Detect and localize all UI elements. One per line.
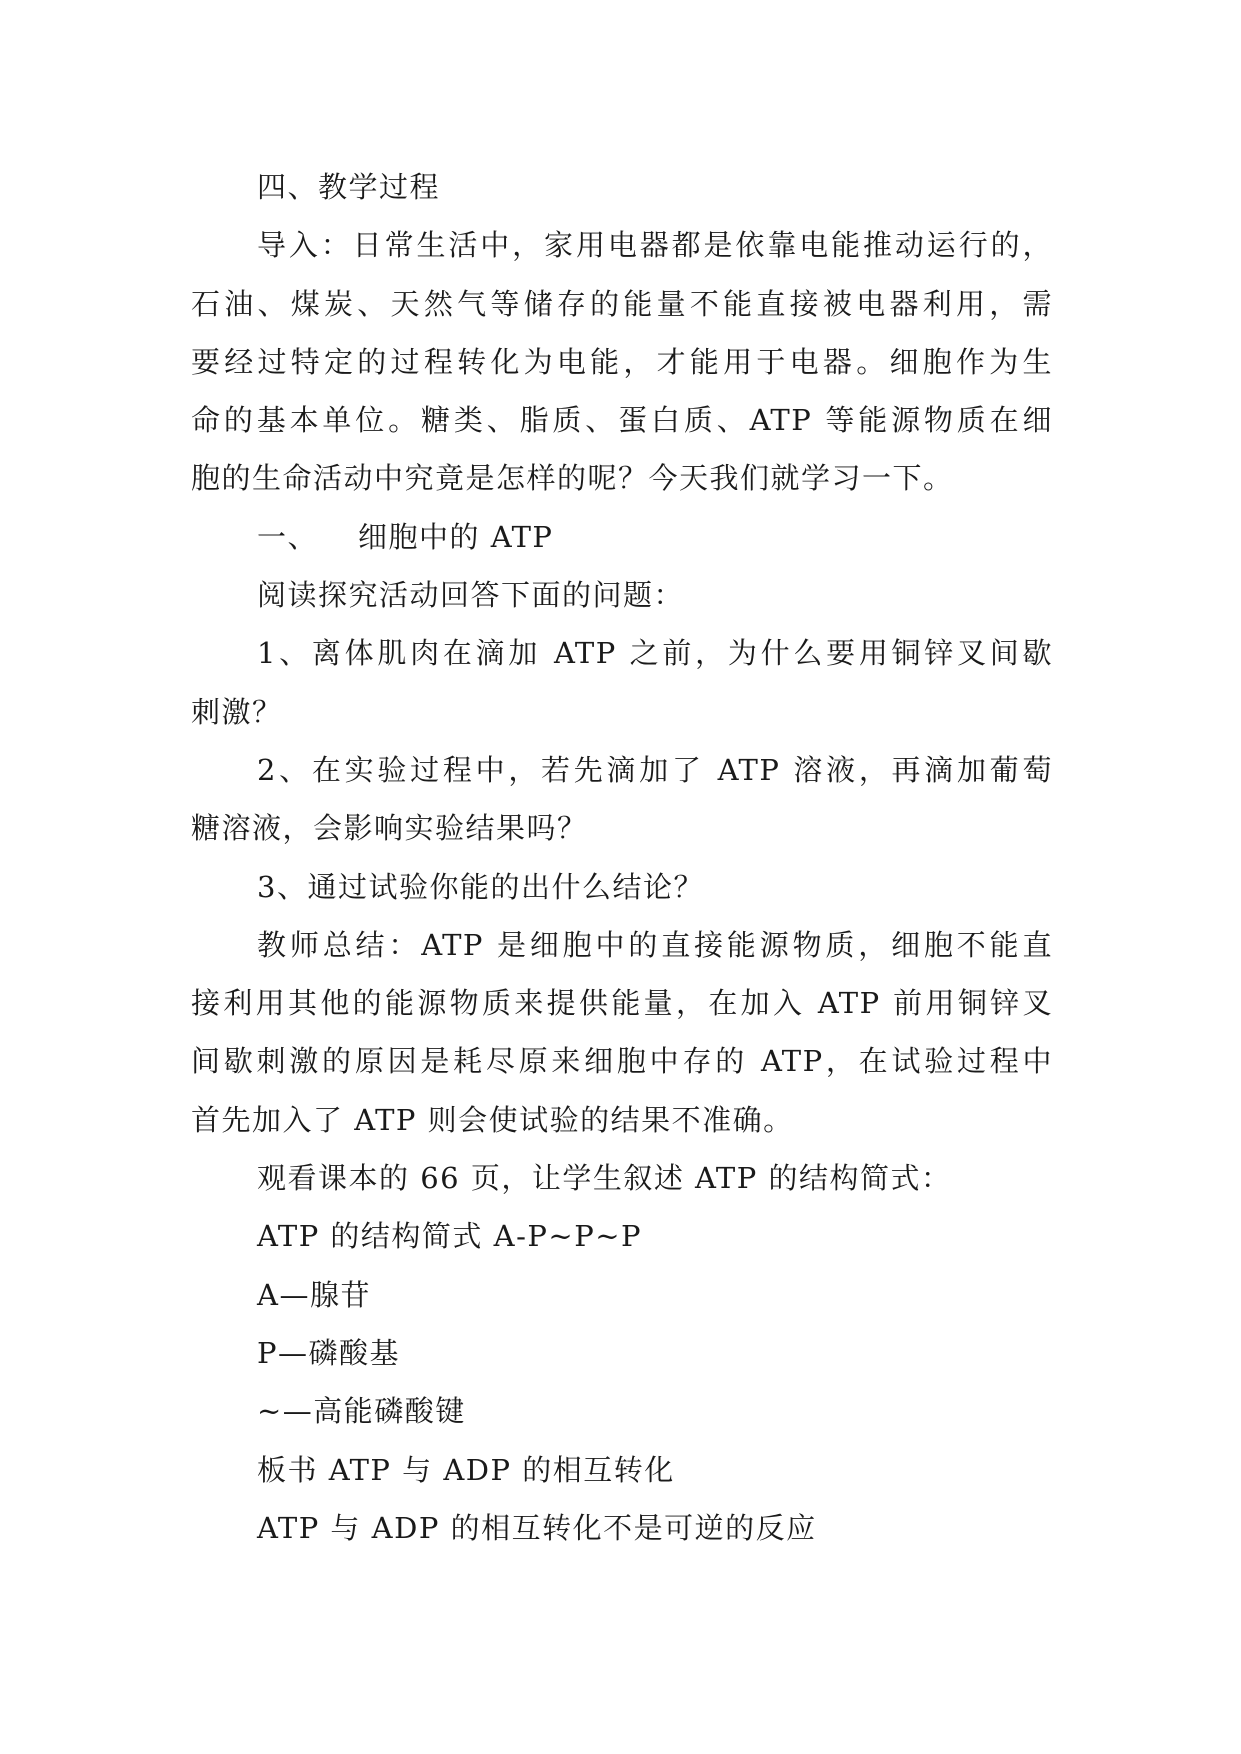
question-line: 2、在实验过程中，若先滴加了 ATP 溶液，再滴加葡萄 <box>257 752 1053 787</box>
subsection-title: 细胞中的 ATP <box>358 519 554 554</box>
question-line: 3、通过试验你能的出什么结论？ <box>257 869 704 904</box>
paragraph-line: 首先加入了 ATP 则会使试验的结果不准确。 <box>191 1102 794 1137</box>
definition-line: A—腺苷 <box>257 1277 371 1312</box>
question-line: 刺激？ <box>191 694 283 729</box>
paragraph-line: 观看课本的 66 页，让学生叙述 ATP 的结构简式： <box>257 1161 952 1196</box>
paragraph-line: 胞的生命活动中究竟是怎样的呢？今天我们就学习一下。 <box>191 461 954 496</box>
paragraph-line: 教师总结：ATP 是细胞中的直接能源物质，细胞不能直 <box>257 927 1053 962</box>
formula-line: ATP 的结构简式 A-P~P~P <box>257 1219 643 1254</box>
subsection-number: 一、 <box>257 519 319 554</box>
section-heading: 四、教学过程 <box>257 170 441 204</box>
question-line: 1、离体肌肉在滴加 ATP 之前，为什么要用铜锌叉间歇 <box>257 636 1053 671</box>
paragraph-line: 阅读探究活动回答下面的问题： <box>257 578 685 613</box>
paragraph-line: 要经过特定的过程转化为电能，才能用于电器。细胞作为生 <box>191 344 1053 379</box>
paragraph-line: 间歇刺激的原因是耗尽原来细胞中存的 ATP，在试验过程中 <box>191 1044 1053 1079</box>
paragraph-line: 导入：日常生活中，家用电器都是依靠电能推动运行的， <box>257 228 1053 263</box>
definition-line: ~—高能磷酸键 <box>257 1394 466 1429</box>
paragraph-line: 石油、煤炭、天然气等储存的能量不能直接被电器利用，需 <box>191 286 1053 321</box>
paragraph-line: 接利用其他的能源物质来提供能量，在加入 ATP 前用铜锌叉 <box>191 986 1053 1021</box>
question-line: 糖溶液，会影响实验结果吗？ <box>191 811 588 846</box>
paragraph-line: 命的基本单位。糖类、脂质、蛋白质、ATP 等能源物质在细 <box>191 403 1053 438</box>
definition-line: P—磷酸基 <box>257 1335 401 1370</box>
paragraph-line: ATP 与 ADP 的相互转化不是可逆的反应 <box>257 1510 817 1545</box>
paragraph-line: 板书 ATP 与 ADP 的相互转化 <box>257 1452 675 1487</box>
document-body <box>191 158 1053 1557</box>
subsection-heading <box>191 508 1053 566</box>
